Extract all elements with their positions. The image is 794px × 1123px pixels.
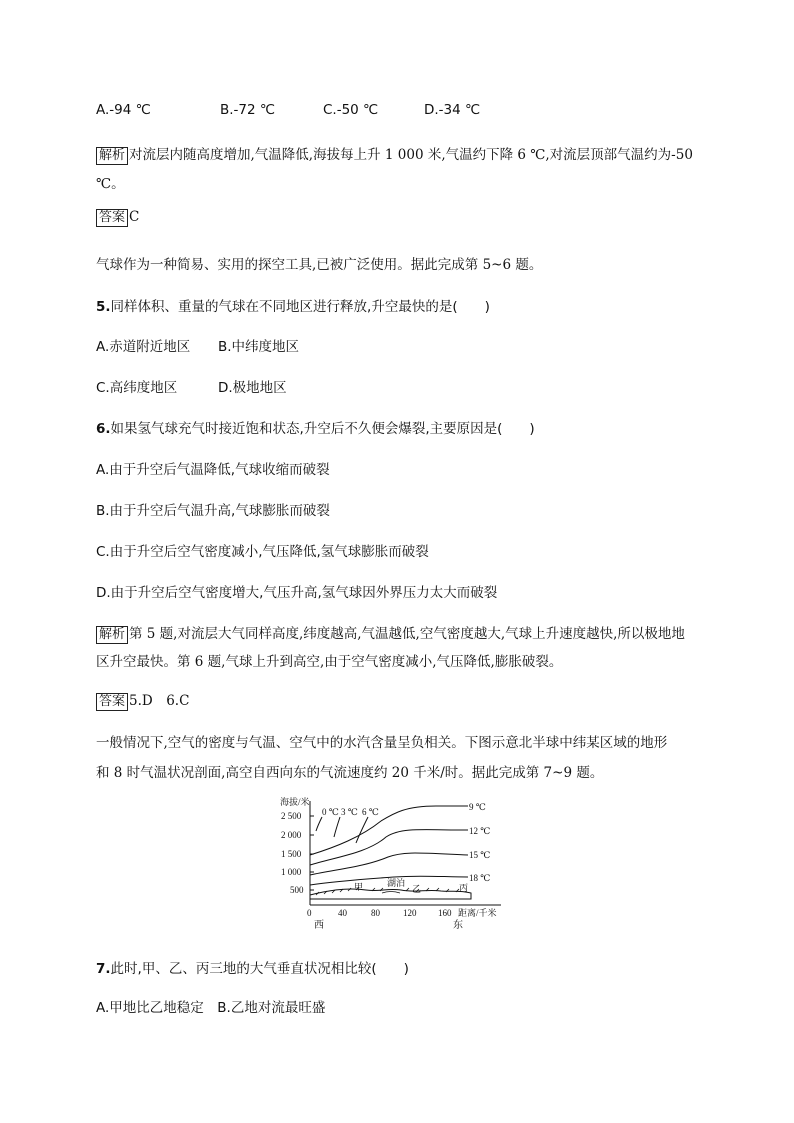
analysis-5-6-text: 第 5 题,对流层大气同样高度,纬度越高,气温越低,空气密度越大,气球上升速度越快,所以极地地	[129, 626, 685, 642]
temperature-profile-figure	[276, 795, 526, 933]
analysis-5-6	[96, 622, 685, 644]
question-5	[96, 295, 490, 315]
analysis-tag: 解析	[96, 147, 128, 165]
q5-option-a: A.赤道附近地区	[96, 339, 191, 355]
question-7-number: 7.	[96, 961, 111, 977]
y-axis-label: 海拔/米	[280, 797, 310, 807]
prev-analysis-text: 对流层内随高度增加,气温降低,海拔每上升 1 000 米,气温约下降 6 ℃,对流层顶部气温约为-50	[129, 147, 693, 163]
isotherm-label-0: 0 ℃	[322, 807, 339, 817]
x-tick-0: 0	[307, 908, 312, 918]
analysis-5-6-cont: 区升空最快。第 6 题,气球上升到高空,由于空气密度减小,气压降低,膨胀破裂。	[96, 654, 563, 670]
q5-option-d: D.极地地区	[218, 380, 287, 396]
x-tick-160: 160	[438, 908, 452, 918]
y-tick-500: 500	[290, 885, 304, 895]
q6-option-a: A.由于升空后气温降低,气球收缩而破裂	[96, 462, 330, 478]
prev-answer	[96, 209, 139, 227]
x-tick-80: 80	[371, 908, 380, 918]
q6-option-d: D.由于升空后空气密度增大,气压升高,氢气球因外界压力太大而破裂	[96, 585, 498, 601]
intro-7-9-cont: 和 8 时气温状况剖面,高空自西向东的气流速度约 20 千米/时。据此完成第 7~9 题。	[96, 765, 604, 781]
answer-5-6	[96, 689, 189, 711]
answer-tag: 答案	[96, 693, 128, 711]
question-5-options-cd	[96, 376, 287, 396]
prev-option-a: A.-94 ℃	[96, 102, 151, 118]
isotherm-label-18: 18 ℃	[469, 873, 491, 883]
q5-option-c: C.高纬度地区	[96, 380, 178, 396]
isotherm-6-lead	[356, 817, 368, 843]
prev-analysis-cont: ℃。	[96, 176, 125, 192]
isotherm-0-lead	[316, 817, 322, 831]
prev-option-d: D.-34 ℃	[424, 102, 481, 118]
prev-answer-value: C	[129, 209, 140, 225]
x-tick-40: 40	[338, 908, 347, 918]
place-lake: 湖泊	[387, 878, 406, 888]
y-tick-1000: 1 000	[281, 867, 302, 877]
place-yi: 乙	[412, 884, 422, 894]
isotherms	[310, 806, 468, 885]
analysis-tag: 解析	[96, 626, 128, 644]
y-ticks	[310, 816, 314, 890]
prev-option-b: B.-72 ℃	[220, 102, 276, 118]
x-axis-label: 距离/千米	[458, 908, 497, 918]
q5-option-b: B.中纬度地区	[218, 339, 300, 355]
isotherm-label-15: 15 ℃	[469, 850, 491, 860]
y-tick-2000: 2 000	[281, 830, 302, 840]
intro-7-9: 一般情况下,空气的密度与气温、空气中的水汽含量呈负相关。下图示意北半球中纬某区域的地形	[96, 735, 668, 751]
isotherm-15	[310, 853, 468, 875]
question-6-stem: 如果氢气球充气时接近饱和状态,升空后不久便会爆裂,主要原因是( )	[110, 421, 535, 437]
east-label: 东	[453, 920, 463, 931]
q6-option-b: B.由于升空后气温升高,气球膨胀而破裂	[96, 503, 330, 519]
west-label: 西	[314, 920, 324, 931]
q7-options-ab: A.甲地比乙地稳定 B.乙地对流最旺盛	[96, 1000, 326, 1016]
question-5-stem: 同样体积、重量的气球在不同地区进行释放,升空最快的是( )	[110, 299, 490, 315]
question-7	[96, 957, 409, 977]
isotherm-3-lead	[334, 817, 340, 837]
answer-tag: 答案	[96, 209, 128, 227]
place-bing: 丙	[459, 883, 469, 893]
answer-5-6-value: 5.D 6.C	[129, 693, 190, 709]
intro-5-6: 气球作为一种简易、实用的探空工具,已被广泛使用。据此完成第 5~6 题。	[96, 257, 543, 273]
question-7-stem: 此时,甲、乙、丙三地的大气垂直状况相比较( )	[110, 961, 409, 977]
question-5-number: 5.	[96, 299, 111, 315]
question-6-number: 6.	[96, 421, 111, 437]
q6-option-c: C.由于升空后空气密度减小,气压降低,氢气球膨胀而破裂	[96, 544, 429, 560]
prev-option-c: C.-50 ℃	[323, 102, 379, 118]
isotherm-label-9: 9 ℃	[469, 802, 486, 812]
isotherm-label-6: 6 ℃	[362, 807, 379, 817]
y-tick-1500: 1 500	[281, 849, 302, 859]
y-tick-2500: 2 500	[281, 811, 302, 821]
isotherm-label-12: 12 ℃	[469, 826, 491, 836]
isotherm-label-3: 3 ℃	[341, 807, 358, 817]
x-tick-120: 120	[403, 908, 417, 918]
place-jia: 甲	[354, 882, 364, 892]
prev-analysis	[96, 143, 693, 165]
question-6	[96, 417, 535, 437]
question-5-options-ab	[96, 335, 300, 355]
